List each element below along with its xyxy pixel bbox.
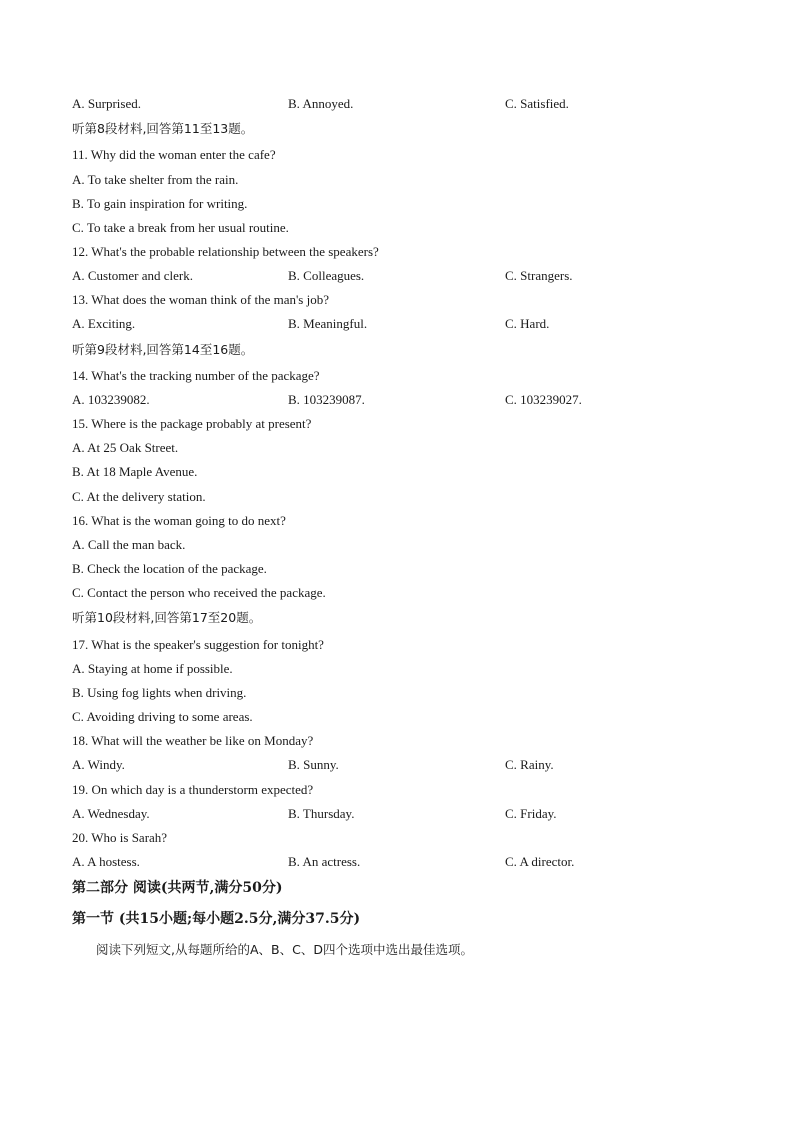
q10-option-b: B. Annoyed. — [288, 96, 354, 111]
q10-option-a: A. Surprised. — [72, 96, 141, 111]
q19-stem: 19. On which day is a thunderstorm expected? — [72, 782, 314, 797]
part2-title: 第二部分 阅读(共两节,满分50分) — [72, 880, 283, 896]
q13-option-c: C. Hard. — [505, 316, 550, 331]
reading-instruction: 阅读下列短文,从每题所给的A、B、C、D四个选项中选出最佳选项。 — [96, 942, 473, 957]
q20-stem: 20. Who is Sarah? — [72, 830, 168, 845]
q12-option-c: C. Strangers. — [505, 268, 573, 283]
q17-stem: 17. What is the speaker's suggestion for tonight? — [72, 637, 324, 652]
q19-option-b: B. Thursday. — [288, 806, 355, 821]
q18-option-c: C. Rainy. — [505, 757, 554, 772]
q16-option-b: B. Check the location of the package. — [72, 561, 267, 576]
q12-option-a: A. Customer and clerk. — [72, 268, 193, 283]
q11-stem: 11. Why did the woman enter the cafe? — [72, 147, 276, 162]
q20-option-c: C. A director. — [505, 854, 575, 869]
q14-option-c: C. 103239027. — [505, 392, 582, 407]
q15-option-a: A. At 25 Oak Street. — [72, 440, 179, 455]
q20-option-b: B. An actress. — [288, 854, 361, 869]
q17-option-b: B. Using fog lights when driving. — [72, 685, 247, 700]
q17-option-a: A. Staying at home if possible. — [72, 661, 233, 676]
q14-stem: 14. What's the tracking number of the package? — [72, 368, 320, 383]
q15-option-b: B. At 18 Maple Avenue. — [72, 464, 198, 479]
passage9-header: 听第9段材料,回答第14至16题。 — [72, 342, 254, 357]
q16-option-a: A. Call the man back. — [72, 537, 186, 552]
q14-option-b: B. 103239087. — [288, 392, 365, 407]
q11-option-c: C. To take a break from her usual routine. — [72, 220, 289, 235]
passage10-header: 听第10段材料,回答第17至20题。 — [72, 610, 262, 625]
passage8-header: 听第8段材料,回答第11至13题。 — [72, 121, 254, 136]
q18-option-a: A. Windy. — [72, 757, 125, 772]
q13-option-b: B. Meaningful. — [288, 316, 368, 331]
q15-option-c: C. At the delivery station. — [72, 489, 206, 504]
q18-stem: 18. What will the weather be like on Monday? — [72, 733, 314, 748]
q19-option-c: C. Friday. — [505, 806, 557, 821]
q11-option-b: B. To gain inspiration for writing. — [72, 196, 248, 211]
q12-option-b: B. Colleagues. — [288, 268, 365, 283]
q16-stem: 16. What is the woman going to do next? — [72, 513, 286, 528]
q18-option-b: B. Sunny. — [288, 757, 339, 772]
q10-option-c: C. Satisfied. — [505, 96, 569, 111]
q14-option-a: A. 103239082. — [72, 392, 150, 407]
q16-option-c: C. Contact the person who received the package. — [72, 585, 326, 600]
q17-option-c: C. Avoiding driving to some areas. — [72, 709, 253, 724]
q11-option-a: A. To take shelter from the rain. — [72, 172, 239, 187]
q13-option-a: A. Exciting. — [72, 316, 136, 331]
q15-stem: 15. Where is the package probably at present? — [72, 416, 312, 431]
q13-stem: 13. What does the woman think of the man's job? — [72, 292, 329, 307]
section1-title: 第一节 (共15小题;每小题2.5分,满分37.5分) — [72, 911, 361, 927]
q19-option-a: A. Wednesday. — [72, 806, 150, 821]
q12-stem: 12. What's the probable relationship between the speakers? — [72, 244, 379, 259]
q20-option-a: A. A hostess. — [72, 854, 140, 869]
